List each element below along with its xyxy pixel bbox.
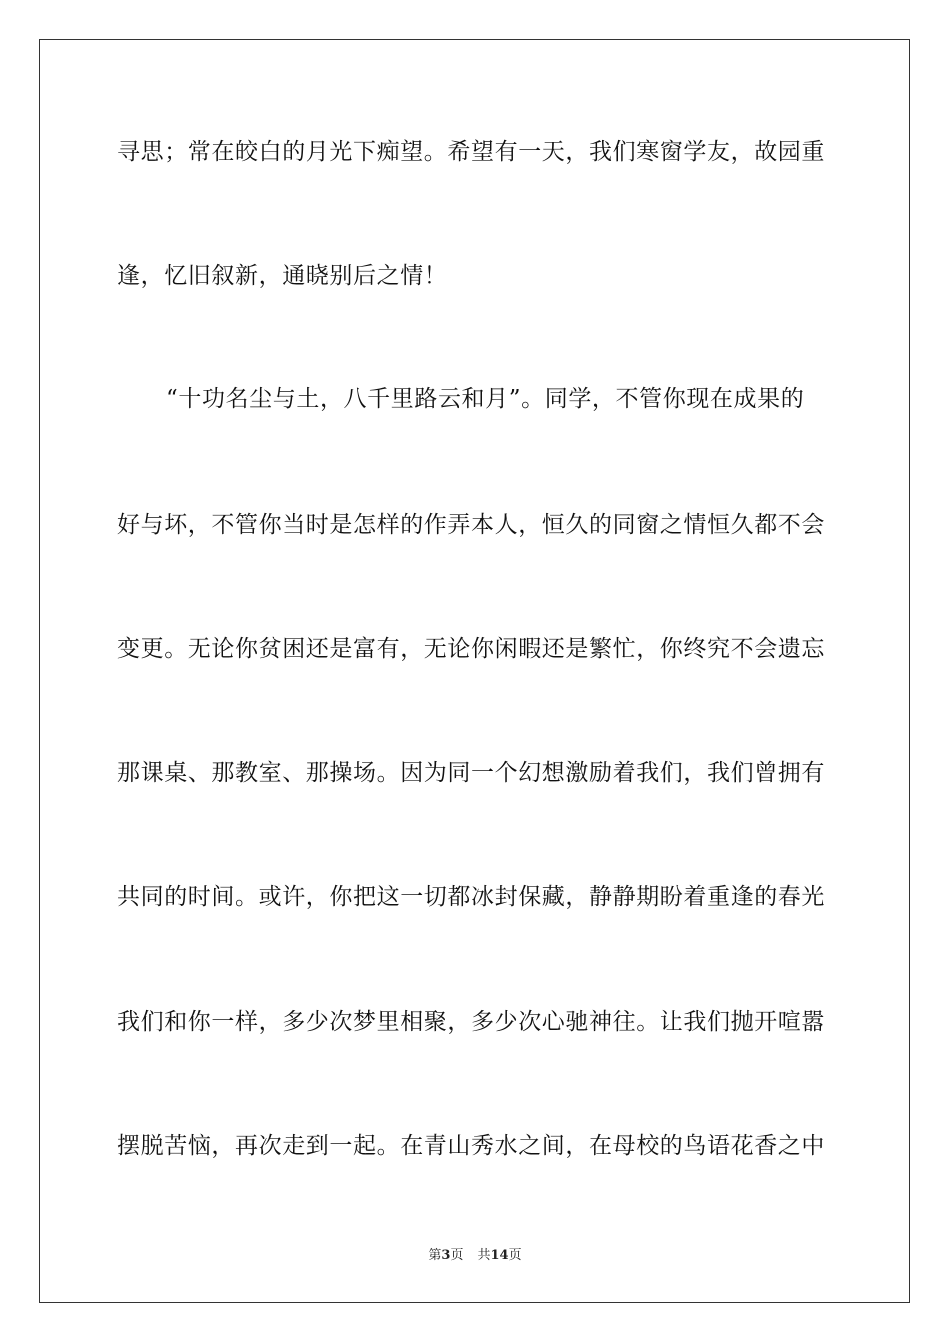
total-suffix: 页	[508, 1248, 522, 1263]
page-border	[39, 39, 910, 1303]
page-number: 3	[441, 1248, 451, 1263]
text-line: 寻思；常在皎白的月光下痴望。希望有一天，我们寒窗学友，故园重	[117, 139, 825, 165]
page-prefix: 第	[428, 1248, 442, 1263]
text-line: 好与坏，不管你当时是怎样的作弄本人，恒久的同窗之情恒久都不会	[117, 512, 825, 538]
text-line: 那课桌、那教室、那操场。因为同一个幻想激励着我们，我们曾拥有	[117, 760, 825, 786]
total-prefix: 共	[477, 1248, 491, 1263]
text-line: 摆脱苦恼，再次走到一起。在青山秀水之间，在母校的鸟语花香之中	[117, 1133, 825, 1159]
paragraph-first-line: “十功名尘与土，八千里路云和月”。同学，不管你现在成果的	[166, 386, 805, 412]
total-pages: 14	[490, 1248, 509, 1263]
text-line: 逢，忆旧叙新，通晓别后之情！	[117, 263, 448, 289]
page-footer	[0, 1247, 950, 1265]
text-line: 共同的时间。或许，你把这一切都冰封保藏，静静期盼着重逢的春光	[117, 884, 825, 910]
text-line: 变更。无论你贫困还是富有，无论你闲暇还是繁忙，你终究不会遗忘	[117, 636, 825, 662]
page-suffix: 页	[450, 1248, 464, 1263]
text-line: 我们和你一样，多少次梦里相聚，多少次心驰神往。让我们抛开喧嚣	[117, 1009, 825, 1035]
